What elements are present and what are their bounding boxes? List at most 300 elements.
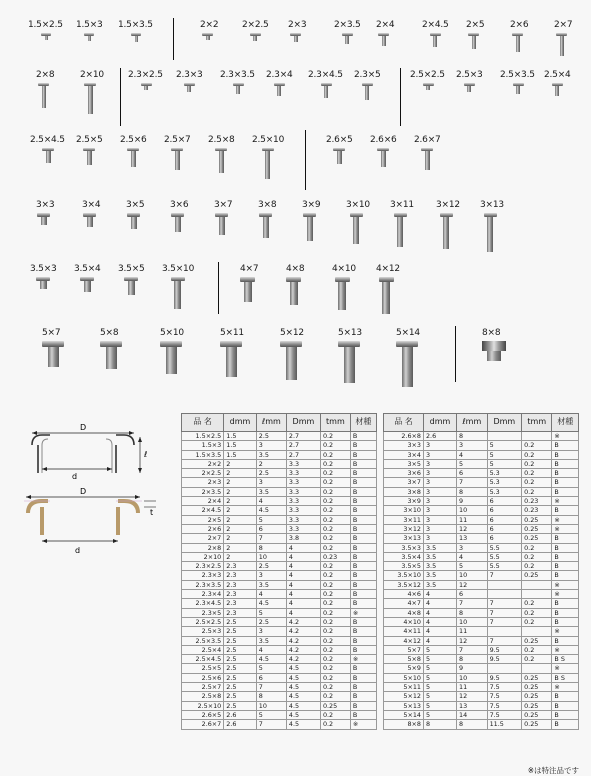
cell-d: 3 [423,506,456,515]
rivet-image [171,148,183,170]
cell-D: 5.5 [487,552,522,561]
cell-t: 0.25 [522,534,552,543]
rivet-shank [87,217,93,227]
cell-d: 5 [423,664,456,673]
table-row [384,497,579,506]
cell-material: B [552,441,579,450]
cell-material: B [552,599,579,608]
cell-l: 4.5 [256,599,286,608]
cell-name: 2×3.5 [182,487,224,496]
cell-D [487,590,522,599]
cell-l: 8 [457,655,488,664]
cell-D: 4.2 [286,627,320,636]
table-row [182,617,377,626]
rivet-size-label: 2.3×3 [176,70,203,80]
cell-d: 1.5 [224,450,257,459]
cell-t: 0.2 [320,571,350,580]
table-row [182,487,377,496]
table-row [182,580,377,589]
cell-d: 3.5 [423,562,456,571]
cell-d: 3 [423,478,456,487]
cell-d: 2.6 [423,432,456,441]
cell-d: 2.5 [224,673,257,682]
cell-l: 6 [457,469,488,478]
table-row [384,506,579,515]
table-row [384,645,579,654]
cell-d: 3 [423,524,456,533]
table-row [384,664,579,673]
cell-name: 2×4.5 [182,506,224,515]
rivet-size-label: 3.5×10 [162,264,195,274]
cell-name: 4×12 [384,636,424,645]
rivet-size-label: 2.5×7 [164,135,191,145]
rivet-image [215,148,227,173]
cell-l: 3.5 [256,450,286,459]
cell-l: 3.5 [256,580,286,589]
cell-l: 5 [256,664,286,673]
rivet-image [338,341,360,383]
cell-D: 3.3 [286,506,320,515]
table-row [384,608,579,617]
rivet-shank [487,217,493,252]
cell-l: 8 [256,543,286,552]
rivet-shank [87,151,92,165]
rivet-image [41,33,51,40]
rivet-image [250,33,261,41]
rivet-size-label: 5×14 [396,328,420,338]
rivet-image [440,213,453,249]
rivet-image [274,83,285,96]
cell-t: 0.25 [522,571,552,580]
cell-name: 8×8 [384,720,424,729]
cell-l: 5 [457,562,488,571]
table-row [384,571,579,580]
rivet-image [37,213,50,225]
rivet-image [160,341,182,374]
cell-D: 3.3 [286,478,320,487]
table-row [384,534,579,543]
table-row [182,608,377,617]
cell-D: 5 [487,450,522,459]
cell-material: B [350,710,376,719]
cell-l: 10 [457,617,488,626]
rivet-size-label: 2.5×6 [120,135,147,145]
cell-name: 3.5×4 [384,552,424,561]
cell-d: 3 [423,497,456,506]
cell-l: 3 [256,627,286,636]
cell-D: 4.5 [286,720,320,729]
cell-l: 8 [457,487,488,496]
rivet-image [484,213,497,252]
cell-D: 7 [487,608,522,617]
cell-d: 2 [224,524,257,533]
cell-d: 5 [423,710,456,719]
cell-d: 3 [423,487,456,496]
cell-l: 10 [457,571,488,580]
cell-name: 1.5×3 [182,441,224,450]
rivet-size-label: 2.3×4 [266,70,293,80]
cell-name: 4×11 [384,627,424,636]
rivet-size-label: 4×10 [332,264,356,274]
cell-t: 0.2 [320,599,350,608]
cell-D: 7 [487,636,522,645]
cell-t: 0.2 [522,450,552,459]
cell-l: 8 [457,608,488,617]
cell-d: 3.5 [423,580,456,589]
rivet-image [220,341,242,377]
cell-t [522,580,552,589]
header-t: tmm [522,414,552,432]
cell-material: B [350,683,376,692]
table-row [384,590,579,599]
cell-D: 7.5 [487,692,522,701]
cell-l: 5 [256,515,286,524]
rivet-size-label: 3×8 [258,200,277,210]
cell-l: 2 [256,459,286,468]
cell-D: 7 [487,571,522,580]
cell-D: 7.5 [487,701,522,710]
cell-material: B [350,469,376,478]
rivet-size-label: 5×11 [220,328,244,338]
rivet-shank [353,217,359,244]
cell-material: B [350,441,376,450]
cell-l: 3.5 [256,636,286,645]
rivet-shank [219,151,224,173]
cell-d: 2 [224,515,257,524]
cell-material: ※ [552,664,579,673]
rivet-shank [48,347,59,367]
cell-name: 2.5×7 [182,683,224,692]
rivet-image [202,33,213,40]
cell-l: 12 [457,692,488,701]
cell-material: B [350,432,376,441]
header-t: tmm [320,414,350,432]
rivet-size-label: 1.5×2.5 [28,20,63,30]
cell-name: 5×9 [384,664,424,673]
rivet-size-label: 3×12 [436,200,460,210]
cell-d: 2 [224,478,257,487]
cell-name: 3×12 [384,524,424,533]
cell-l: 3 [457,543,488,552]
cell-material: B [350,478,376,487]
cell-D: 3.3 [286,515,320,524]
rivet-size-label: 2.3×5 [354,70,381,80]
cell-D: 9.5 [487,673,522,682]
table-row [384,580,579,589]
cell-material: B [350,571,376,580]
table-row [182,701,377,710]
cell-D: 3.3 [286,459,320,468]
cell-t: 0.25 [522,636,552,645]
rivet-size-label: 3×4 [82,200,101,210]
cell-d: 3.5 [423,571,456,580]
cell-d: 2.3 [224,571,257,580]
cell-l: 12 [457,524,488,533]
rivet-size-label: 2×7 [554,20,573,30]
rivet-image [303,213,316,241]
rivet-size-label: 2.5×3 [456,70,483,80]
rivet-image [321,83,332,98]
rivet-shank [487,351,501,361]
rivet-shank [402,347,413,387]
cell-d: 2.5 [224,636,257,645]
cell-d: 2 [224,552,257,561]
cell-name: 2.5×5 [182,664,224,673]
cell-d: 2 [224,497,257,506]
rivet-shank [244,282,252,302]
rivet-image [335,277,350,310]
rivet-image [38,83,49,108]
cell-t: 0.2 [320,562,350,571]
table-row [182,692,377,701]
rivet-image [286,277,301,305]
cell-l: 6 [457,590,488,599]
rivet-size-label: 2.5×10 [252,135,285,145]
cell-t: 0.25 [522,710,552,719]
cell-material: ※ [552,627,579,636]
rivet-size-label: 2×3.5 [334,20,361,30]
table-row [384,552,579,561]
cell-material: ※ [552,683,579,692]
table-row [384,543,579,552]
cell-t [522,664,552,673]
cell-name: 2×6 [182,524,224,533]
rivet-shank [382,36,386,46]
cell-name: 2.3×4 [182,590,224,599]
cell-name: 3.5×5 [384,562,424,571]
rivet-shank [294,36,298,42]
cell-material: B [350,534,376,543]
rivet-size-label: 3×13 [480,200,504,210]
cell-material: B S [552,655,579,664]
rivet-shank [175,217,181,232]
header-name: 品 名 [182,414,224,432]
rivet-size-label: 3×3 [36,200,55,210]
cell-D: 6 [487,506,522,515]
rivet-size-label: 2×2.5 [242,20,269,30]
cell-t: 0.2 [320,524,350,533]
cell-name: 5×11 [384,683,424,692]
cell-l: 9 [457,497,488,506]
group-separator [455,326,456,382]
table-row [384,450,579,459]
rivet-size-label: 5×12 [280,328,304,338]
cell-t: 0.2 [522,645,552,654]
cell-d: 2.5 [224,683,257,692]
cell-name: 2×3 [182,478,224,487]
table-row [182,506,377,515]
rivet-image [513,83,524,94]
cell-d: 4 [423,627,456,636]
cell-l: 7 [457,645,488,654]
cell-material: ※ [552,645,579,654]
table-row [182,590,377,599]
cell-l: 11 [457,515,488,524]
footnote: ※は特注品です [527,766,579,775]
rivet-size-label: 2.6×5 [326,135,353,145]
cell-l: 6 [256,524,286,533]
rivet-shank [144,86,148,90]
cell-l: 3.5 [256,487,286,496]
cell-t: 0.2 [320,487,350,496]
rivet-image [84,33,94,41]
rivet-shank [472,36,476,49]
rivet-image [42,341,64,367]
rivet-shank [397,217,403,247]
rivet-image [171,213,184,232]
table-row [182,627,377,636]
cell-material: B [350,636,376,645]
cell-d: 3 [423,534,456,543]
cell-material: B [552,720,579,729]
cell-D: 2.7 [286,441,320,450]
rivet-image [127,213,140,229]
cell-material: B [552,710,579,719]
cell-D: 4.5 [286,692,320,701]
cell-l: 4.5 [256,506,286,515]
rivet-image [350,213,363,244]
rivet-image [423,83,434,90]
table-row [182,497,377,506]
rivet-image [512,33,523,52]
cell-l: 4.5 [256,655,286,664]
cell-d: 5 [423,692,456,701]
table-row [182,450,377,459]
cell-t: 0.2 [320,515,350,524]
rivet-shank [40,281,47,289]
cell-t: 0.2 [320,469,350,478]
rivet-shank [46,151,51,163]
cell-material: B [552,450,579,459]
table-row [384,469,579,478]
cell-material: B [552,543,579,552]
cell-d: 4 [423,617,456,626]
cell-D [487,627,522,636]
cell-name: 2.5×8 [182,692,224,701]
rivet-size-label: 3×11 [390,200,414,210]
rivet-image [396,341,418,387]
cell-name: 3.5×12 [384,580,424,589]
cell-material: ※ [350,655,376,664]
table-row [182,599,377,608]
table-row [182,469,377,478]
cell-name: 2.5×6 [182,673,224,682]
spec-table-left [181,413,377,730]
table-row [384,701,579,710]
rivet-size-label: 2.5×4.5 [30,135,65,145]
cell-d: 1.5 [224,432,257,441]
rivet-shank [433,36,437,47]
table-row [384,459,579,468]
cell-material: B [350,543,376,552]
rivet-image [280,341,302,380]
label-D-top: D [80,423,87,432]
cell-D: 4.5 [286,710,320,719]
rivet-shank [174,281,181,309]
cell-material: B [350,497,376,506]
cell-name: 5×12 [384,692,424,701]
cell-material: B [350,599,376,608]
cell-material: B [350,580,376,589]
cell-t: 0.2 [320,655,350,664]
cell-D: 4 [286,608,320,617]
cell-l: 5 [457,459,488,468]
cell-material: B [350,617,376,626]
cell-d: 3 [423,515,456,524]
cell-t: 0.23 [320,552,350,561]
rivet-size-label: 2×5 [466,20,485,30]
rivet-size-label: 3×6 [170,200,189,210]
cell-material: B [552,459,579,468]
group-separator [305,130,306,190]
cell-d: 5 [423,655,456,664]
cell-d: 2.3 [224,599,257,608]
table-row [384,524,579,533]
cell-d: 5 [423,645,456,654]
table-row [384,692,579,701]
rivet-image [394,213,407,247]
table-row [182,664,377,673]
cell-t: 0.2 [320,543,350,552]
table-row [384,627,579,636]
cell-name: 2.6×7 [182,720,224,729]
cell-t: 0.2 [522,478,552,487]
cell-material: B [552,692,579,701]
cell-l: 10 [457,506,488,515]
table-row [182,571,377,580]
cell-l: 5 [256,608,286,617]
cell-name: 4×8 [384,608,424,617]
cell-material: ※ [350,720,376,729]
cell-material: B [552,701,579,710]
cell-d: 2.6 [224,720,257,729]
rivet-image [482,341,506,361]
rivet-image [36,277,50,289]
rivet-size-label: 2×6 [510,20,529,30]
cell-name: 3×4 [384,450,424,459]
cell-D: 5.3 [487,487,522,496]
rivet-image [100,341,122,369]
cell-D: 6 [487,534,522,543]
cell-l: 4 [256,497,286,506]
cell-d: 2 [224,506,257,515]
cell-d: 2 [224,459,257,468]
rivet-shank [443,217,449,249]
cell-D: 3.3 [286,497,320,506]
header-l: ℓmm [457,414,488,432]
header-D: Dmm [286,414,320,432]
cell-material: B [350,673,376,682]
cell-name: 5×13 [384,701,424,710]
rivet-size-label: 5×7 [42,328,61,338]
cell-l: 10 [256,552,286,561]
cell-d: 2.5 [224,655,257,664]
rivet-shank [265,151,270,179]
cell-l: 10 [256,701,286,710]
rivet-image [379,277,394,314]
cell-name: 5×7 [384,645,424,654]
cell-D: 9.5 [487,645,522,654]
table-row [182,683,377,692]
table-row [182,543,377,552]
cell-l: 5 [256,710,286,719]
rivet-size-label: 4×12 [376,264,400,274]
cell-l: 4 [457,450,488,459]
cell-name: 2.5×3.5 [182,636,224,645]
cell-D: 4.2 [286,655,320,664]
cell-D: 9.5 [487,655,522,664]
table-row [182,478,377,487]
